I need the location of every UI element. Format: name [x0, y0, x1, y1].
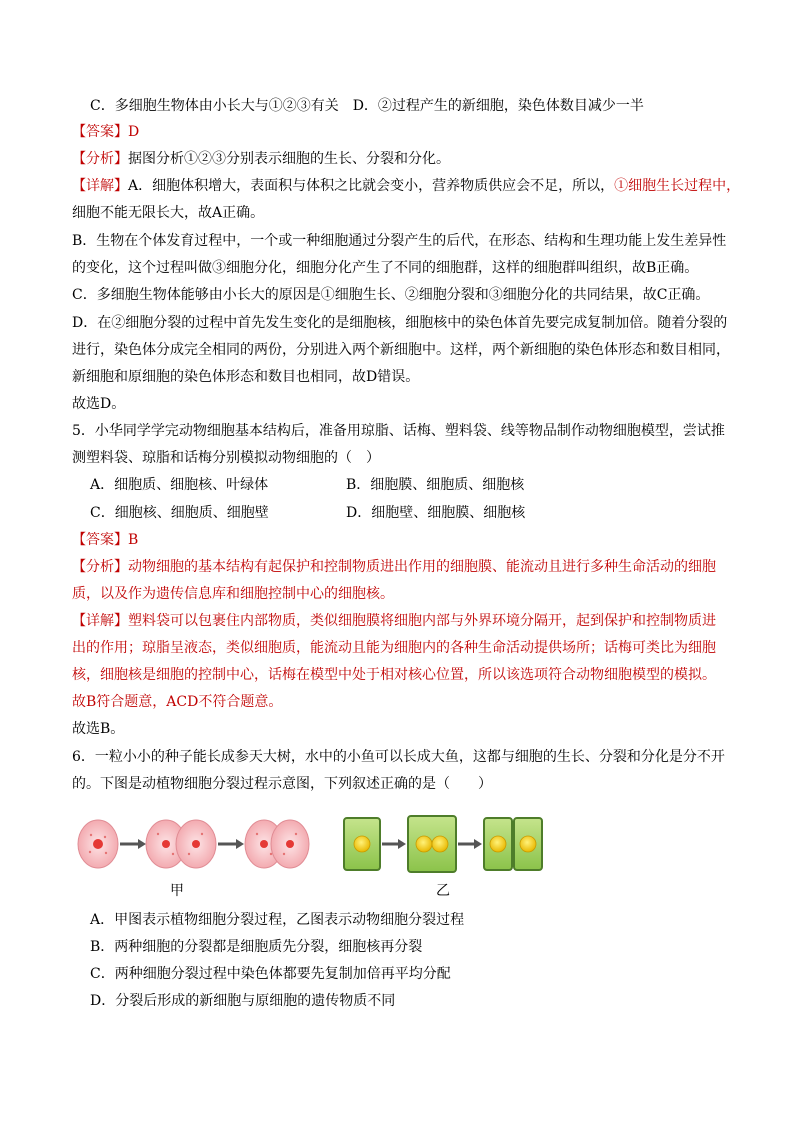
cell-division-figure [72, 812, 572, 902]
arrow-icon [458, 839, 482, 849]
answer-value: B [128, 532, 139, 548]
q5-answer [72, 530, 138, 550]
q6-option-a: A．甲图表示植物细胞分裂过程，乙图表示动物细胞分裂过程 [90, 912, 465, 928]
q6-option-d: D．分裂后形成的新细胞与原细胞的遗传物质不同 [90, 993, 396, 1009]
q6-stem-1: 6．一粒小小的种子能长成参天大树，水中的小鱼可以长成大鱼，这都与细胞的生长、分裂和分化是分不开 [72, 749, 725, 765]
plant-daughter-cells [484, 818, 542, 870]
detail-tag: 【详解】 [72, 613, 128, 629]
arrow-icon [218, 839, 244, 849]
answer-tag: 【答案】 [72, 532, 128, 548]
answer-tag: 【答案】 [72, 124, 128, 140]
arrow-icon [120, 839, 146, 849]
arrow-icon [382, 839, 406, 849]
q4-answer [72, 122, 139, 142]
plant-cell-1 [344, 818, 380, 870]
q5-detail-1 [72, 611, 716, 631]
q5-detail-3: 核，细胞核是细胞的控制中心，话梅在模型中处于相对核心位置，所以该选项符合动物细胞模型的模拟。 [72, 667, 716, 683]
analysis-text: 动物细胞的基本结构有起保护和控制物质进出作用的细胞膜、能流动且进行多种生命活动的细胞 [128, 559, 716, 575]
q5-analysis-2: 质，以及作为遗传信息库和细胞控制中心的细胞核。 [72, 586, 394, 602]
q6-option-c: C．两种细胞分裂过程中染色体都要先复制加倍再平均分配 [90, 966, 451, 982]
analysis-text: 据图分析①②③分别表示细胞的生长、分裂和分化。 [128, 151, 450, 167]
q5-detail-2: 出的作用；琼脂呈液态，类似细胞质，能流动且能为细胞内的各种生命活动提供场所；话梅可类比为细胞 [72, 640, 716, 656]
q5-option-a: A．细胞质、细胞核、叶绿体 [90, 477, 269, 493]
figure-label-jia: 甲 [170, 883, 184, 899]
q6-option-b: B．两种细胞的分裂都是细胞质先分裂，细胞核再分裂 [90, 939, 423, 955]
answer-value: D [128, 124, 140, 140]
q4-detail-c: C．多细胞生物体能够由小长大的原因是①细胞生长、②细胞分裂和③细胞分化的共同结果，故C正确。 [72, 287, 710, 303]
q4-detail-b2: 的变化，这个过程叫做③细胞分化，细胞分化产生了不同的细胞群，这样的细胞群叫组织，故B正确。 [72, 260, 699, 276]
detail-text: A．细胞体积增大，表面积与体积之比就会变小，营养物质供应会不足，所以， [128, 178, 615, 194]
q4-detail-d2: 进行，染色体分成完全相同的两份，分别进入两个新细胞中。这样，两个新细胞的染色体形态和数目相同， [72, 342, 730, 358]
q5-option-b: B．细胞膜、细胞质、细胞核 [346, 477, 525, 493]
detail-text: 塑料袋可以包裹住内部物质，类似细胞膜将细胞内部与外界环境分隔开，起到保护和控制物质进 [128, 613, 716, 629]
q5-detail-4: 故B符合题意，ACD不符合题意。 [72, 694, 283, 710]
animal-cell-dividing [146, 820, 216, 868]
q4-analysis [72, 149, 450, 169]
q5-stem-1: 5．小华同学学完动物细胞基本结构后，准备用琼脂、话梅、塑料袋、线等物品制作动物细胞模型，尝试推 [72, 423, 725, 439]
q6-stem-2: 的。下图是动植物细胞分裂过程示意图，下列叙述正确的是（ ） [72, 776, 492, 792]
q5-analysis-1 [72, 557, 716, 577]
analysis-tag: 【分析】 [72, 151, 128, 167]
q4-detail-a1 [72, 176, 740, 196]
detail-tag: 【详解】 [72, 178, 128, 194]
q4-detail-d1: D．在②细胞分裂的过程中首先发生变化的是细胞核，细胞核中的染色体首先要完成复制加倍。随着分裂的 [72, 315, 728, 331]
q5-option-d: D．细胞壁、细胞膜、细胞核 [346, 505, 526, 521]
q5-option-c: C．细胞核、细胞质、细胞壁 [90, 505, 269, 521]
animal-daughter-cells [245, 820, 309, 868]
detail-highlight: ①细胞生长过程中， [614, 178, 741, 194]
q4-option-cd: C．多细胞生物体由小长大与①②③有关 D．②过程产生的新细胞，染色体数目减少一半 [90, 98, 644, 114]
q5-choose: 故选B。 [72, 721, 125, 737]
q4-detail-d3: 新细胞和原细胞的染色体形态和数目也相同，故D错误。 [72, 369, 420, 385]
q4-detail-a2: 细胞不能无限长大，故A正确。 [72, 205, 265, 221]
animal-cell-1 [78, 820, 118, 868]
analysis-tag: 【分析】 [72, 559, 128, 575]
plant-cell-dividing [408, 816, 456, 872]
cell-division-diagram [72, 812, 572, 902]
q4-detail-b1: B．生物在个体发育过程中，一个或一种细胞通过分裂产生的后代，在形态、结构和生理功能上发生差异性 [72, 233, 727, 249]
q5-stem-2: 测塑料袋、琼脂和话梅分别模拟动物细胞的（ ） [72, 450, 380, 466]
figure-label-yi: 乙 [436, 883, 450, 899]
q4-choose: 故选D。 [72, 396, 126, 412]
